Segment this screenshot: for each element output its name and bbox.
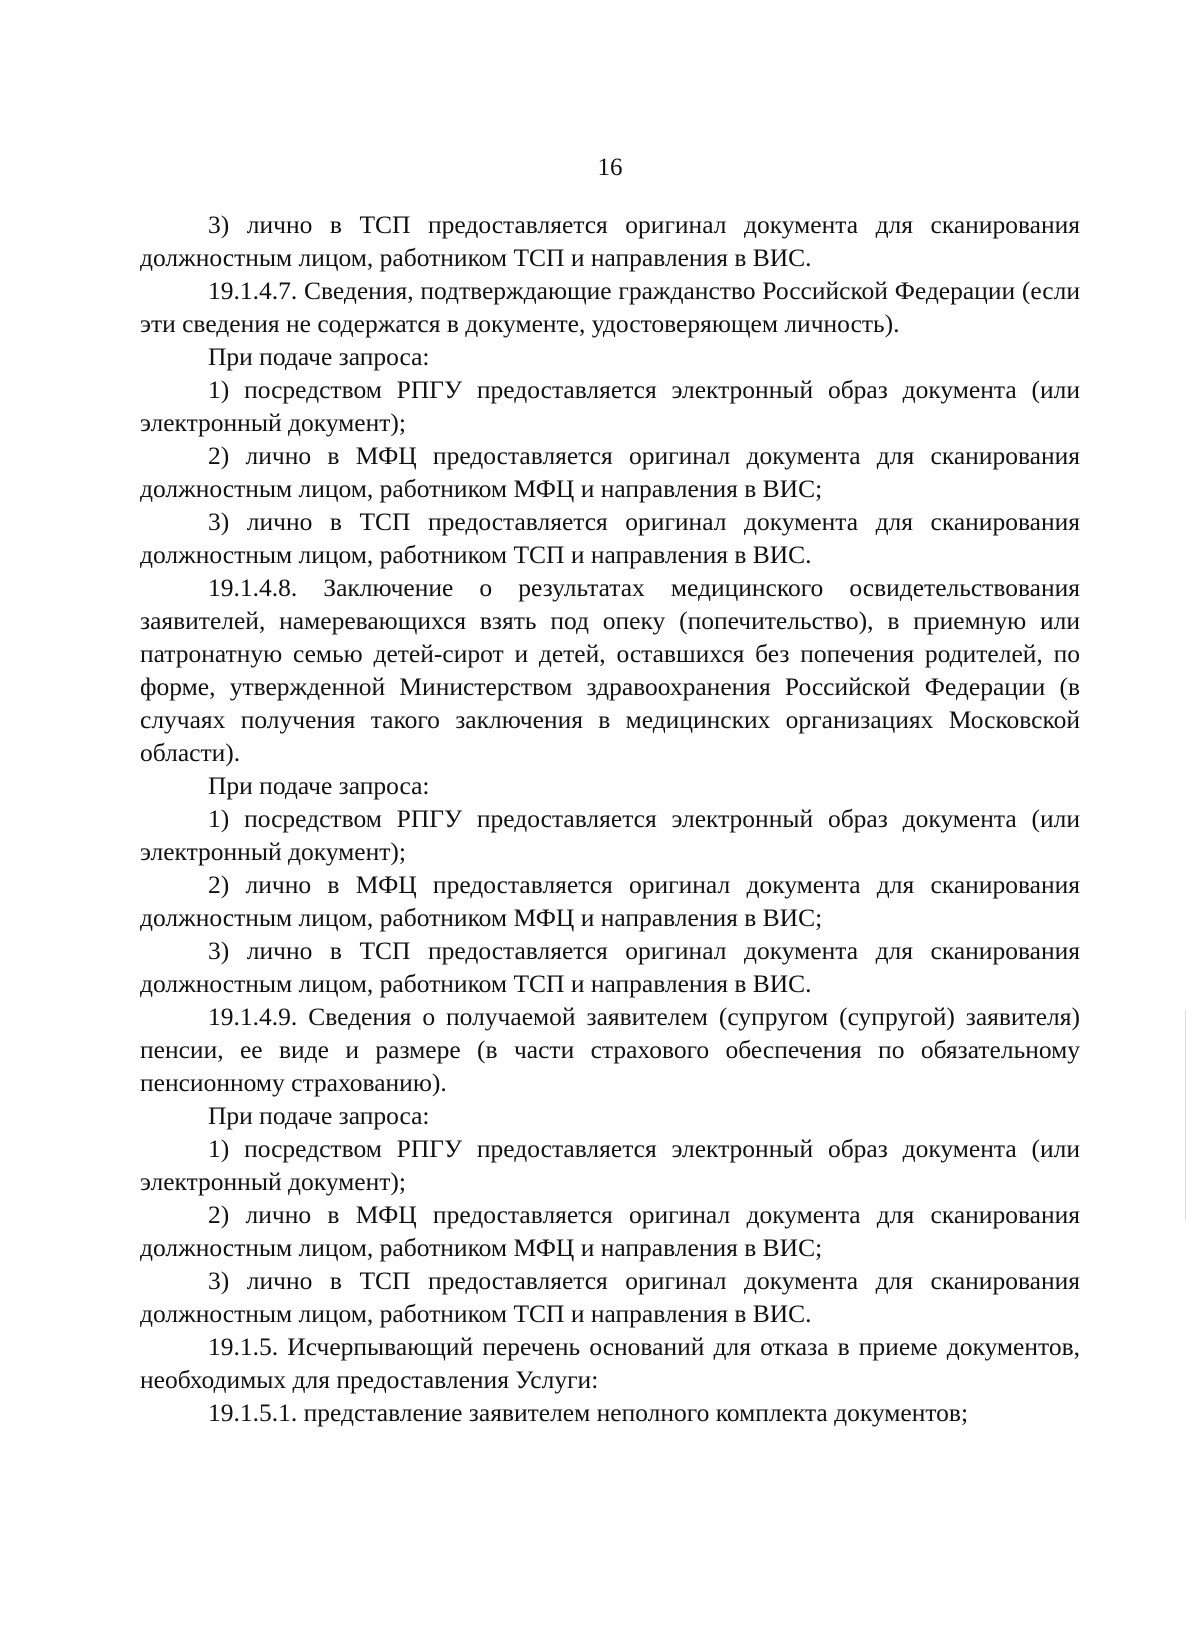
paragraph-incomplete-documents: 19.1.5.1. представление заявителем неполного комплекта документов; [208, 1398, 969, 1427]
paragraph-request-submission-2: При подаче запроса: [208, 771, 430, 800]
paragraph-rpgu-1: 1) посредством РПГУ предоставляется электронный образ документа (или электронный документ); [140, 375, 1080, 437]
paragraph-tsp-original-1: 3) лично в ТСП предоставляется оригинал документа для сканирования должностным лицом, работником ТСП и направления в ВИС. [140, 210, 1080, 272]
paragraph-request-submission-1: При подаче запроса: [208, 342, 430, 371]
paragraph-medical-conclusion: 19.1.4.8. Заключение о результатах медицинского освидетельствования заявителей, намеревающихся взять под опеку (попечительство), в приемную или патронатную семью детей-сирот и детей, оставшихся без попечения родителей, по форме, утвержденной Министерством здравоохранения Российской Федерации (в случаях получения такого заключения в медицинских организациях Московской области). [140, 573, 1080, 767]
paragraph-refusal-grounds: 19.1.5. Исчерпывающий перечень оснований для отказа в приеме документов, необходимых для предоставления Услуги: [140, 1332, 1080, 1394]
paragraph-citizenship-info: 19.1.4.7. Сведения, подтверждающие гражданство Российской Федерации (если эти сведения не содержатся в документе, удостоверяющем личность). [140, 276, 1080, 338]
paragraph-mfc-3: 2) лично в МФЦ предоставляется оригинал документа для сканирования должностным лицом, работником МФЦ и направления в ВИС; [140, 1200, 1080, 1262]
document-body [140, 208, 1080, 1429]
page-number: 16 [597, 154, 623, 181]
paragraph-request-submission-3: При подаче запроса: [208, 1101, 430, 1130]
scan-edge-line [1185, 1010, 1186, 1220]
paragraph-tsp-4: 3) лично в ТСП предоставляется оригинал документа для сканирования должностным лицом, работником ТСП и направления в ВИС. [140, 1266, 1080, 1328]
paragraph-tsp-2: 3) лично в ТСП предоставляется оригинал документа для сканирования должностным лицом, работником ТСП и направления в ВИС. [140, 507, 1080, 569]
paragraph-rpgu-3: 1) посредством РПГУ предоставляется электронный образ документа (или электронный документ); [140, 1134, 1080, 1196]
paragraph-pension-info: 19.1.4.9. Сведения о получаемой заявителем (супругом (супругой) заявителя) пенсии, ее виде и размере (в части страхового обеспечения по обязательному пенсионному страхованию). [140, 1002, 1080, 1097]
paragraph-rpgu-2: 1) посредством РПГУ предоставляется электронный образ документа (или электронный документ); [140, 804, 1080, 866]
paragraph-mfc-1: 2) лично в МФЦ предоставляется оригинал документа для сканирования должностным лицом, работником МФЦ и направления в ВИС; [140, 441, 1080, 503]
paragraph-mfc-2: 2) лично в МФЦ предоставляется оригинал документа для сканирования должностным лицом, работником МФЦ и направления в ВИС; [140, 870, 1080, 932]
paragraph-tsp-3: 3) лично в ТСП предоставляется оригинал документа для сканирования должностным лицом, работником ТСП и направления в ВИС. [140, 936, 1080, 998]
